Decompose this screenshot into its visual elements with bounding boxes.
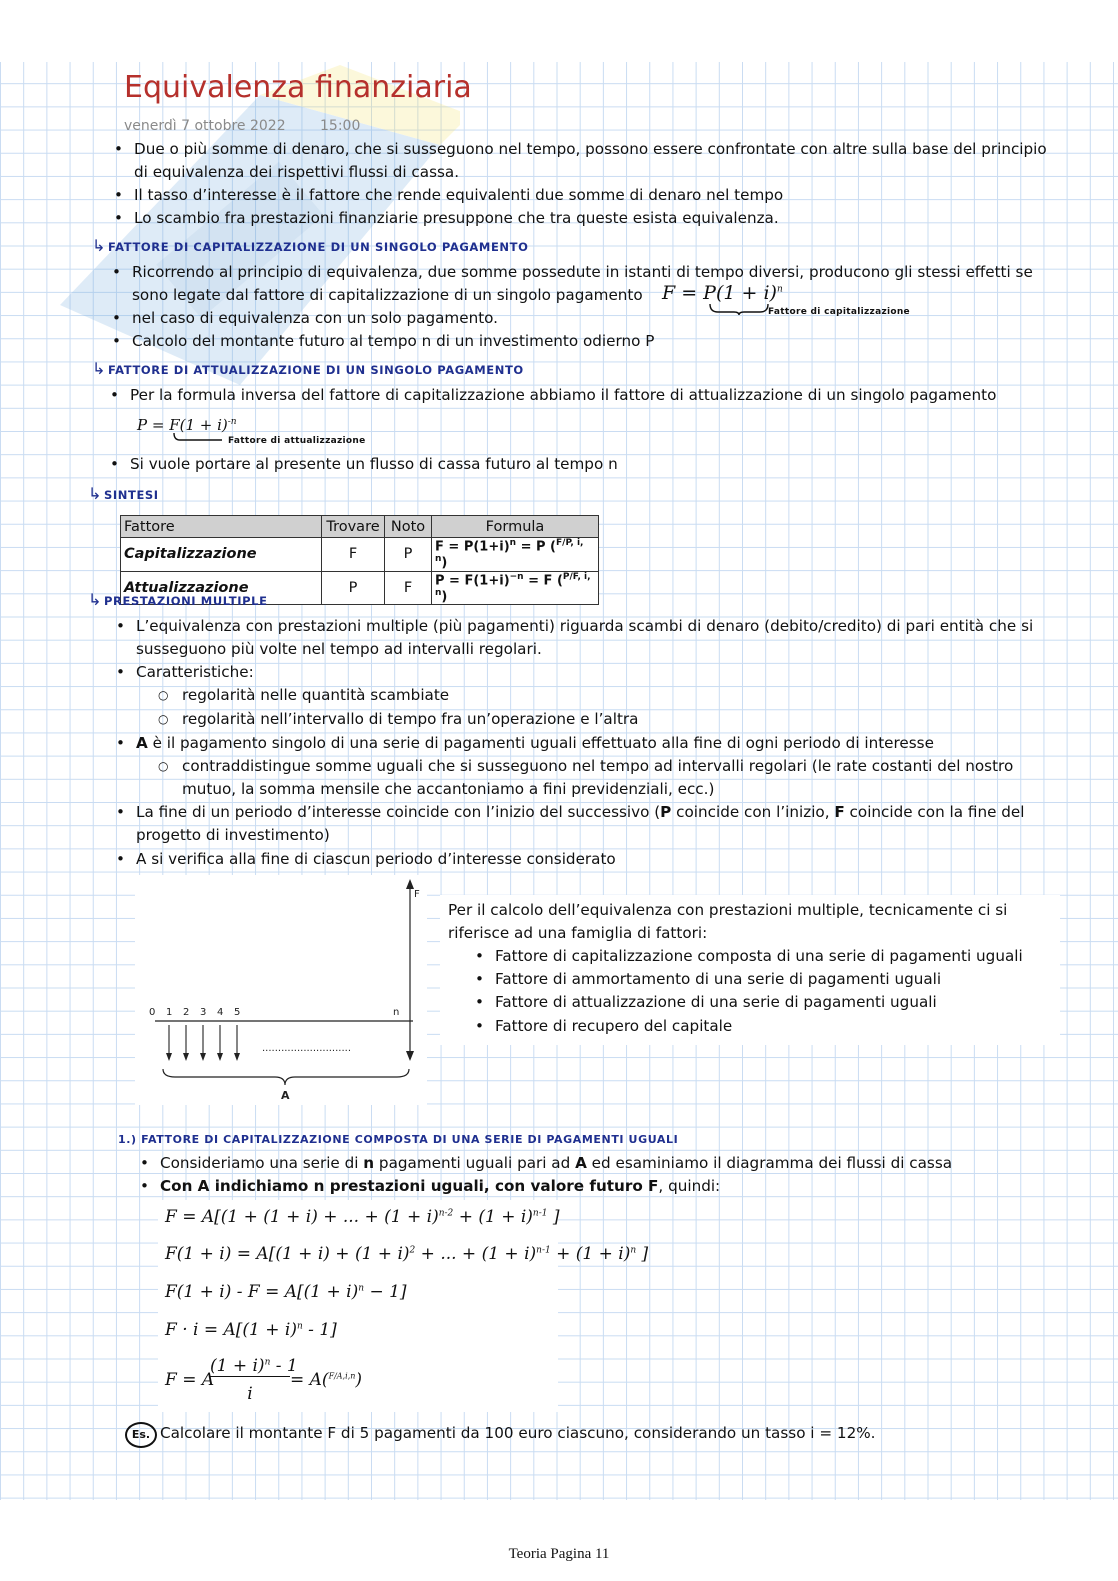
tick-label: 1 <box>166 1007 173 1018</box>
family-item-3: • Fattore di attualizzazione di una serie di pagamenti uguali <box>495 991 1055 1014</box>
family-item-2: • Fattore di ammortamento di una serie di pagamenti uguali <box>495 968 1055 991</box>
arrow-icon: ↳ <box>88 590 103 609</box>
multi-sub-3: ○ contraddistingue somme uguali che si susseguono nel tempo ad intervalli regolari (le rate costanti del nostro mutuo, la somma mensile che accantoniamo a fini previdenziali, ecc.) <box>182 755 1042 801</box>
table-cell: P <box>322 571 385 605</box>
table-cell-formula: $F = P(1+i)^n = P$ ($^{F/P, i, n}$) <box>432 538 599 572</box>
table-header: Fattore <box>121 516 322 538</box>
equation-3: $F(1 + i) - F = A[(1 + i)^n - 1]$ <box>165 1282 407 1302</box>
cap-bullet-1: • Ricorrendo al principio di equivalenza, due somme possedute in istanti di tempo diversi, producono gli stessi effetti se sono legate dal fattore di capitalizzazione di un singolo pagamento <box>132 261 1057 307</box>
family-item-4: • Fattore di recupero del capitale <box>495 1015 1055 1038</box>
brace-label: A <box>281 1089 290 1102</box>
multi-sub-1: ○ regolarità nelle quantità scambiate <box>182 684 782 707</box>
cap-formula: $F = P(1 + i)^n$ <box>662 282 783 304</box>
s1-bullet-2: • Con A indichiamo n prestazioni uguali, con valore futuro F, quindi: <box>160 1175 1040 1198</box>
page-time: 15:00 <box>320 118 361 134</box>
cap-bullet-3: • Calcolo del montante futuro al tempo n di un investimento odierno P <box>132 330 932 353</box>
page-date: venerdì 7 ottobre 2022 <box>124 118 286 134</box>
tick-label: 0 <box>149 1007 156 1018</box>
table-cell-formula: $P = F(1+i)^{-n} = F$ ($^{P/F, i, n}$) <box>432 571 599 605</box>
tick-label: 2 <box>183 1007 190 1018</box>
table-cell: Attualizzazione <box>121 571 322 605</box>
arrow-down-icon <box>183 1053 189 1061</box>
exercise-text: Calcolare il montante F di 5 pagamenti da 100 euro ciascuno, considerando un tasso i = 12%. <box>160 1424 876 1442</box>
multi-bullet-3: • A è il pagamento singolo di una serie di pagamenti uguali effettuato alla fine di ogni periodo di interesse <box>136 732 1056 755</box>
tick-label: 3 <box>200 1007 207 1018</box>
arrow-icon: ↳ <box>92 359 107 378</box>
cap-annotation: Fattore di capitalizzazione <box>768 307 910 317</box>
arrow-down-icon <box>406 1051 414 1061</box>
end-label: n <box>393 1007 400 1018</box>
future-label: F <box>414 889 420 900</box>
section-heading-sintesi: ↳ SINTESI <box>88 484 159 503</box>
arrow-down-icon <box>217 1053 223 1061</box>
att-formula: $P = F(1 + i)^{-n}$ <box>137 416 237 434</box>
table-cell: F <box>385 571 432 605</box>
intro-bullet-1: • Due o più somme di denaro, che si susseguono nel tempo, possono essere confrontate con altre sulla base del principio di equivalenza dei rispettivi flussi di cassa. <box>134 138 1064 184</box>
family-intro: Per il calcolo dell’equivalenza con prestazioni multiple, tecnicamente ci si riferisce ad una famiglia di fattori: <box>448 901 1008 942</box>
equation-1: F = A[(1 + (1 + i) + ... + $(1 + i)^{n-2} + (1 + i)^{n-1}$ ] <box>165 1207 560 1227</box>
equation-5-numerator: $(1 + i)^n - 1$ <box>210 1356 298 1376</box>
att-bullet-1: • Per la formula inversa del fattore di capitalizzazione abbiamo il fattore di attualizzazione di un singolo pagamento <box>130 384 1060 407</box>
page-footer: Teoria Pagina 11 <box>508 1546 610 1562</box>
page-footer-band <box>0 1500 1118 1581</box>
section-heading-prestazioni: ↳ PRESTAZIONI MULTIPLE <box>88 590 268 609</box>
table-row <box>121 538 599 572</box>
table-cell: Capitalizzazione <box>121 538 322 572</box>
table-cell: P <box>385 538 432 572</box>
table-header-row <box>121 516 599 538</box>
equation-2: $F(1 + i) = A[(1 + i) + (1 + i)^2$ + ... + $(1 + i)^{n-1} + (1 + i)^n$ ] <box>165 1244 649 1264</box>
att-brace-icon <box>172 432 228 444</box>
arrow-down-icon <box>166 1053 172 1061</box>
family-item-1: • Fattore di capitalizzazione composta di una serie di pagamenti uguali <box>495 945 1055 968</box>
intro-bullet-2: • Il tasso d’interesse è il fattore che rende equivalenti due somme di denaro nel tempo <box>134 184 1064 207</box>
cap-brace-icon <box>708 302 770 316</box>
equation-5-rhs: = A($^{F/A,i,n}$) <box>290 1370 363 1390</box>
multi-sub-2: ○ regolarità nell’intervallo di tempo fra un’operazione e l’altra <box>182 708 782 731</box>
exercise-badge: Es. <box>125 1422 157 1448</box>
att-bullet-2: • Si vuole portare al presente un flusso di cassa futuro al tempo n <box>130 453 830 476</box>
arrow-icon: ↳ <box>88 484 103 503</box>
equation-4: $F \cdot i = A[(1 + i)^n - 1]$ <box>165 1320 337 1340</box>
cash-flow-svg <box>135 875 427 1105</box>
page-header-band <box>0 0 1118 62</box>
arrow-icon: ↳ <box>92 236 107 255</box>
table-header: Noto <box>385 516 432 538</box>
equation-5-denominator: i <box>247 1384 253 1404</box>
intro-bullet-3: • Lo scambio fra prestazioni finanziarie presuppone che tra queste esista equivalenza. <box>134 207 1064 230</box>
payments-brace <box>163 1069 409 1085</box>
arrow-down-icon <box>234 1053 240 1061</box>
tick-label: 4 <box>217 1007 224 1018</box>
section-heading-1: 1.) FATTORE DI CAPITALIZZAZIONE COMPOSTA DI UNA SERIE DI PAGAMENTI UGUALI <box>118 1133 679 1146</box>
multi-bullet-5: • A si verifica alla fine di ciascun periodo d’interesse considerato <box>136 848 1036 871</box>
att-annotation: Fattore di attualizzazione <box>228 436 366 446</box>
s1-bullet-1: • Consideriamo una serie di n pagamenti uguali pari ad A ed esaminiamo il diagramma dei flussi di cassa <box>160 1152 1040 1175</box>
arrow-up-icon <box>406 879 414 889</box>
cap-bullet-2: • nel caso di equivalenza con un solo pagamento. <box>132 307 732 330</box>
page-title: Equivalenza finanziaria <box>124 70 472 105</box>
section-heading-capitalizzazione: ↳ FATTORE DI CAPITALIZZAZIONE DI UN SINGOLO PAGAMENTO <box>92 236 529 255</box>
table-header: Trovare <box>322 516 385 538</box>
timeline-dots: ............................ <box>262 1043 352 1054</box>
equation-5-lhs: F = A <box>165 1370 215 1390</box>
table-cell: F <box>322 538 385 572</box>
cash-flow-diagram <box>135 875 427 1105</box>
section-heading-attualizzazione: ↳ FATTORE DI ATTUALIZZAZIONE DI UN SINGOLO PAGAMENTO <box>92 359 524 378</box>
multi-bullet-1: • L’equivalenza con prestazioni multiple (più pagamenti) riguarda scambi di denaro (debito/credito) di pari entità che si susseguono più volte nel tempo ad intervalli regolari. <box>136 615 1056 661</box>
tick-label: 5 <box>234 1007 241 1018</box>
tick-group <box>149 1007 240 1061</box>
arrow-down-icon <box>200 1053 206 1061</box>
multi-bullet-2: • Caratteristiche: <box>136 661 736 684</box>
table-header: Formula <box>432 516 599 538</box>
multi-bullet-4: • La fine di un periodo d’interesse coincide con l’inizio del successivo (P coincide con l’inizio, F coincide con la fine del progetto di investimento) <box>136 801 1051 847</box>
